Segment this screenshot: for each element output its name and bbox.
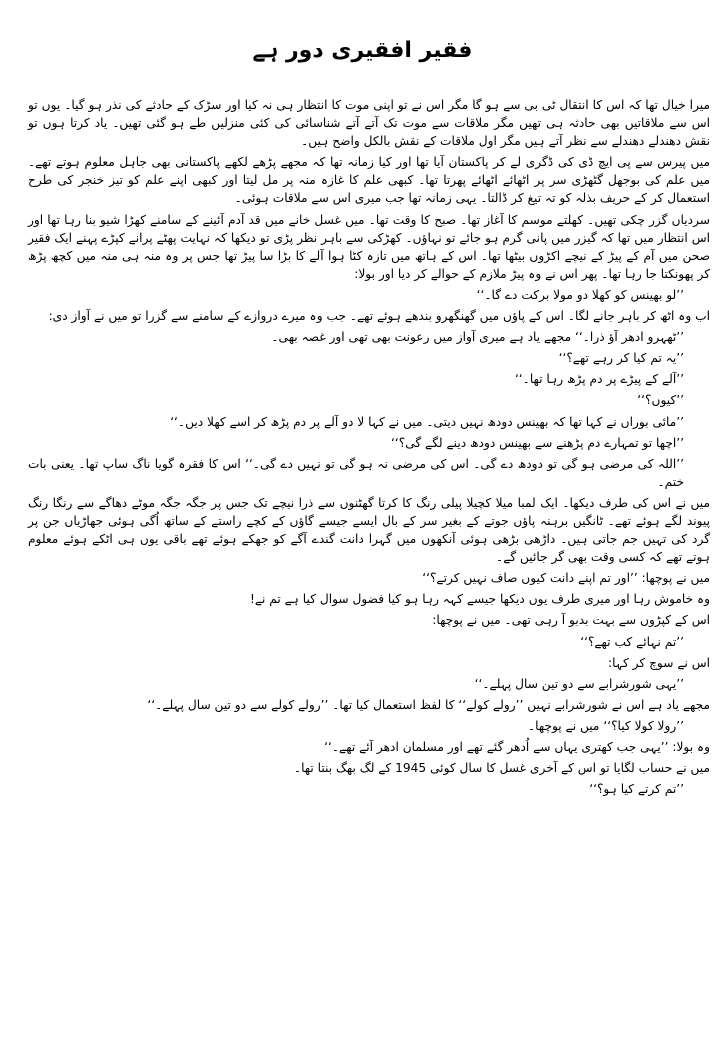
dialogue-line: ’’آلے کے پیڑے پر دم پڑھ رہا تھا۔‘‘ xyxy=(514,372,684,387)
paragraph: میرا خیال تھا کہ اس کا انتقال ٹی بی سے ہو گا مگر اس نے تو اپنی موت کا انتظار ہی نہ کیا اور سڑک کے حادثے کی نذر ہو گیا۔ یوں تو اس سے ملاقاتیں بھی حادثہ ہی تھیں مگر ملاقات سے موت تک آتے آتے شناسائی کی کئی منزلیں طے ہو گئی تھیں۔ یاد کرتا ہوں تو نقش دھندلے دھندلے سے نظر آتے ہیں مگر اول ملاقات کے نقش بالکل واضح ہیں۔ xyxy=(28,98,710,149)
dialogue-line: ’’ٹھہرو ادھر آؤ ذرا۔‘‘ مجھے یاد ہے میری آواز میں رعونت بھی تھی اور غصہ بھی۔ xyxy=(271,330,684,345)
paragraph: میں نے پوچھا: ’’اور تم اپنے دانت کیوں صاف نہیں کرتے؟‘‘ xyxy=(422,571,710,586)
paragraph: وہ بولا: ’’یہی جب کھتری یہاں سے اُدھر گئے تھے اور مسلمان ادھر آئے تھے۔‘‘ xyxy=(324,740,710,754)
dialogue-line: ’’اللہ کی مرضی ہو گی تو دودھ دے گی۔ اس کی مرضی نہ ہو گی تو نہیں دے گی۔‘‘ اس کا فقرہ گویا ناگ ساپ تھا۔ یعنی بات ختم۔ xyxy=(28,456,684,489)
paragraph: میں نے اس کی طرف دیکھا۔ ایک لمبا میلا کچیلا پیلی رنگ کا کرتا گھٹنوں سے ذرا نیچے تک جس پر جگہ جگہ موٹے دھاگے سے رنگا رنگ پیوند لگے ہوئے تھے۔ ٹانگیں برہنہ پاؤں جوتے کے بغیر سر کے بال ایسے جیسے گاؤں کے کچے راستے کے ساتھ اُگی ہوئی جھاڑیاں جن پر گرد کی تہیں جم جاتی ہیں۔ داڑھی بڑھی ہوئی آنکھوں میں گہرا دانت گندے آگے کو جھکے ہوئے تھے باقی یوں ہی اٹکے ہوئے معلوم ہوتے تھے کہ کسی وقت بھی گر جائیں گے۔ xyxy=(28,495,710,565)
dialogue-line: ’’رولا کولا کیا؟‘‘ میں نے پوچھا۔ xyxy=(527,718,684,733)
dialogue-line: ’’تم نہائے کب تھے؟‘‘ xyxy=(580,634,684,649)
dialogue-line: ’’مائی بوراں نے کہا تھا کہ بھینس دودھ نہیں دیتی۔ میں نے کہا لا دو آلے پر دم پڑھ کر اسے کھلا دیں۔‘‘ xyxy=(170,414,684,429)
dialogue-line: ’’یہ تم کیا کر رہے تھے؟‘‘ xyxy=(558,351,684,366)
paragraph: اس نے سوچ کر کہا: xyxy=(608,655,710,670)
paragraph: میں نے حساب لگایا تو اس کے آخری غسل کا سال کوئی 1945 کے لگ بھگ بنتا تھا۔ xyxy=(293,761,710,776)
dialogue-line: ’’اچھا تو تمہارے دم پڑھنے سے بھینس دودھ دینے لگے گی؟‘‘ xyxy=(391,435,684,450)
paragraph: وہ خاموش رہا اور میری طرف یوں دیکھا جیسے کہہ رہا ہو کیا فضول سوال کیا ہے تم نے! xyxy=(249,592,710,607)
page-title: فقیر افقیری دور ہے xyxy=(252,38,473,63)
paragraph: سردیاں گزر چکی تھیں۔ کھلتے موسم کا آغاز تھا۔ صبح کا وقت تھا۔ میں غسل خانے میں قد آدم آئینے کے سامنے کھڑا شیو بنا رہا تھا اور اس انتظار میں تھا کہ گیزر میں پانی گرم ہو جائے تو نہاؤں۔ کھڑکی سے باہر نظر پڑی تو دیکھا کہ نہایت پھٹے پرانے کپڑے پہنے ایک فقیر صحن میں آم کے پیڑ کے نیچے اکڑوں بیٹھا تھا۔ اس کے ہاتھ میں تازہ کٹا ہوا آلے کا بڑا سا پیڑ تھا جس پر وہ منہ ہی منہ میں کچھ پڑھ کر پھونکتا جا رہا تھا۔ پھر اس نے وہ پیڑ ملازم کے حوالے کر دیا اور بولا: xyxy=(28,212,710,281)
dialogue-line: ’’کیوں؟‘‘ xyxy=(637,393,684,408)
paragraph: مجھے یاد ہے اس نے شورشرابے نہیں ’’رولے کولے‘‘ کا لفظ استعمال کیا تھا۔ ’’رولے کولے سے دو تین سال پہلے۔‘‘ xyxy=(147,697,710,712)
dialogue-line: ’’تم کرتے کیا ہو؟‘‘ xyxy=(589,782,684,797)
paragraph: میں پیرس سے پی ایچ ڈی کی ڈگری لے کر پاکستان آیا تھا اور کیا زمانہ تھا کہ مجھے پڑھے لکھے پاکستانی بھی جاہل معلوم ہوتے تھے۔ میں علم کی بوجھل گٹھڑی سر پر اٹھائے اٹھائے پھرتا تھا۔ کبھی علم کا غازہ منہ پر مل لیتا اور کبھی اپنے علم کو تیز خنجر کی طرح استعمال کر کے حریف بذلہ کو تہ تیغ کر ڈالتا۔ یہی زمانہ تھا جب میری اس سے ملاقات ہوئی۔ xyxy=(28,155,710,206)
article-body xyxy=(28,96,710,801)
paragraph: اب وہ اٹھ کر باہر جانے لگا۔ اس کے پاؤں میں گھنگھرو بندھے ہوئے تھے۔ جب وہ میرے دروازے کے سامنے سے گزرا تو میں نے آواز دی: xyxy=(48,309,710,324)
dialogue-line: ’’یہی شورشرابے سے دو تین سال پہلے۔‘‘ xyxy=(474,676,684,691)
paragraph: اس کے کپڑوں سے بہت بدبو آ رہی تھی۔ میں نے پوچھا: xyxy=(432,613,710,628)
dialogue-line: ’’لو بھینس کو کھلا دو مولا برکت دے گا۔‘‘ xyxy=(476,287,684,302)
